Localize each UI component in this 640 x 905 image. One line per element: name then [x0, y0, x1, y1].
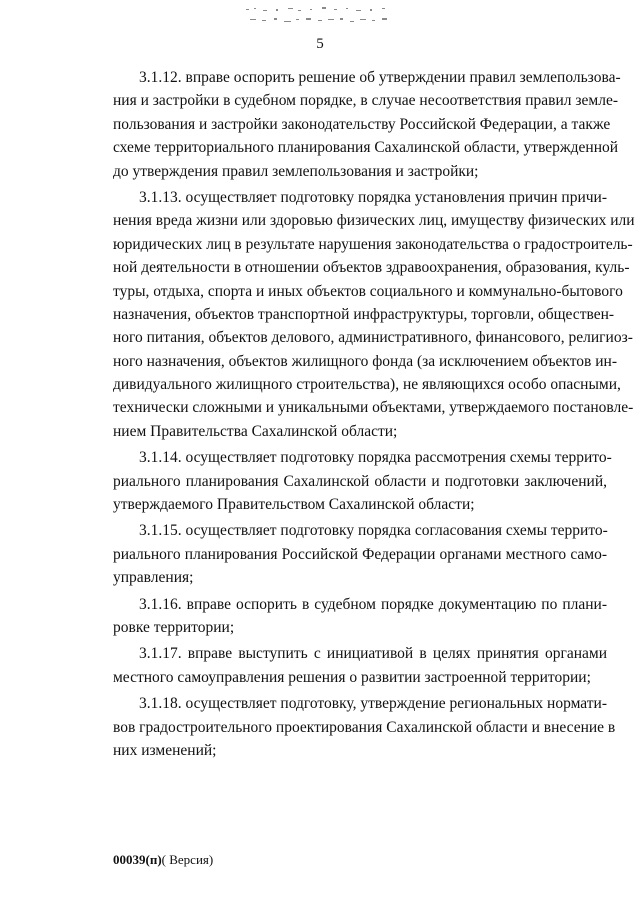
text-line: дивидуального жилищного строительства), не являющихся особо опасными,	[113, 376, 621, 394]
paragraph-3-1-12	[113, 66, 621, 183]
text-line: 3.1.16. вправе оспорить в судебном порядке документацию по плани-	[139, 595, 607, 613]
paragraph-3-1-18	[113, 692, 616, 762]
text-line: юридических лиц в результате нарушения законодательства о градостроитель-	[113, 235, 633, 253]
page-number: 5	[316, 36, 324, 52]
text-line: ния и застройки в судебном порядке, в случае несоответствия правил земле-	[113, 92, 618, 110]
text-line: ного назначения, объектов жилищного фонда (за исключением объектов ин-	[113, 352, 617, 370]
text-line: назначения, объектов транспортной инфраструктуры, торговли, обществен-	[113, 305, 615, 323]
text-line: пользования и застройки законодательству Российской Федерации, а также	[113, 115, 611, 133]
text-line: нения вреда жизни или здоровью физических лиц, имуществу физических или	[113, 212, 635, 230]
paragraph-3-1-17	[113, 642, 607, 689]
text-line: схеме территориального планирования Сахалинской области, утвержденной	[113, 139, 619, 157]
text-line: утверждаемого Правительством Сахалинской области;	[113, 496, 475, 514]
text-line: риального планирования Российской Федерации органами местного само-	[113, 545, 607, 563]
scan-artifact	[232, 6, 404, 28]
text-line: 3.1.14. осуществляет подготовку порядка рассмотрения схемы террито-	[139, 449, 612, 467]
footer-version: ( Версия)	[161, 852, 214, 867]
footer-code: 00039(п)	[113, 852, 162, 867]
paragraph-3-1-15	[113, 519, 607, 589]
text-line: ного питания, объектов делового, административного, финансового, религиоз-	[113, 329, 633, 347]
text-line: 3.1.12. вправе оспорить решение об утверждении правил землепользова-	[139, 69, 621, 86]
text-line: 3.1.15. осуществляет подготовку порядка согласования схемы террито-	[139, 522, 608, 540]
paragraph-3-1-13	[113, 186, 635, 443]
text-line: ровке территории;	[113, 618, 235, 636]
text-line: ной деятельности в отношении объектов здравоохранения, образования, куль-	[113, 259, 630, 277]
text-line: управления;	[113, 569, 194, 587]
text-line: технически сложными и уникальными объектами, утверждаемого постановле-	[113, 399, 634, 417]
document-body	[113, 66, 635, 765]
text-line: 3.1.13. осуществляет подготовку порядка установления причин причи-	[139, 188, 607, 206]
footer-document-code	[113, 852, 213, 868]
text-line: 3.1.18. осуществляет подготовку, утверждение региональных нормати-	[139, 695, 607, 713]
text-line: риального планирования Сахалинской области и подготовки заключений,	[113, 472, 607, 490]
text-line: 3.1.17. вправе выступить с инициативой в целях принятия органами	[139, 645, 607, 663]
paragraph-3-1-14	[113, 446, 612, 516]
text-line: до утверждения правил землепользования и застройки;	[113, 162, 479, 180]
text-line: них изменений;	[113, 741, 217, 759]
text-line: нием Правительства Сахалинской области;	[113, 422, 398, 440]
paragraph-3-1-16	[113, 593, 607, 640]
text-line: местного самоуправления решения о развитии застроенной территории;	[113, 668, 591, 686]
text-line: туры, отдыха, спорта и иных объектов социального и коммунально-бытового	[113, 282, 623, 300]
text-line: вов градостроительного проектирования Сахалинской области и внесение в	[113, 718, 616, 736]
